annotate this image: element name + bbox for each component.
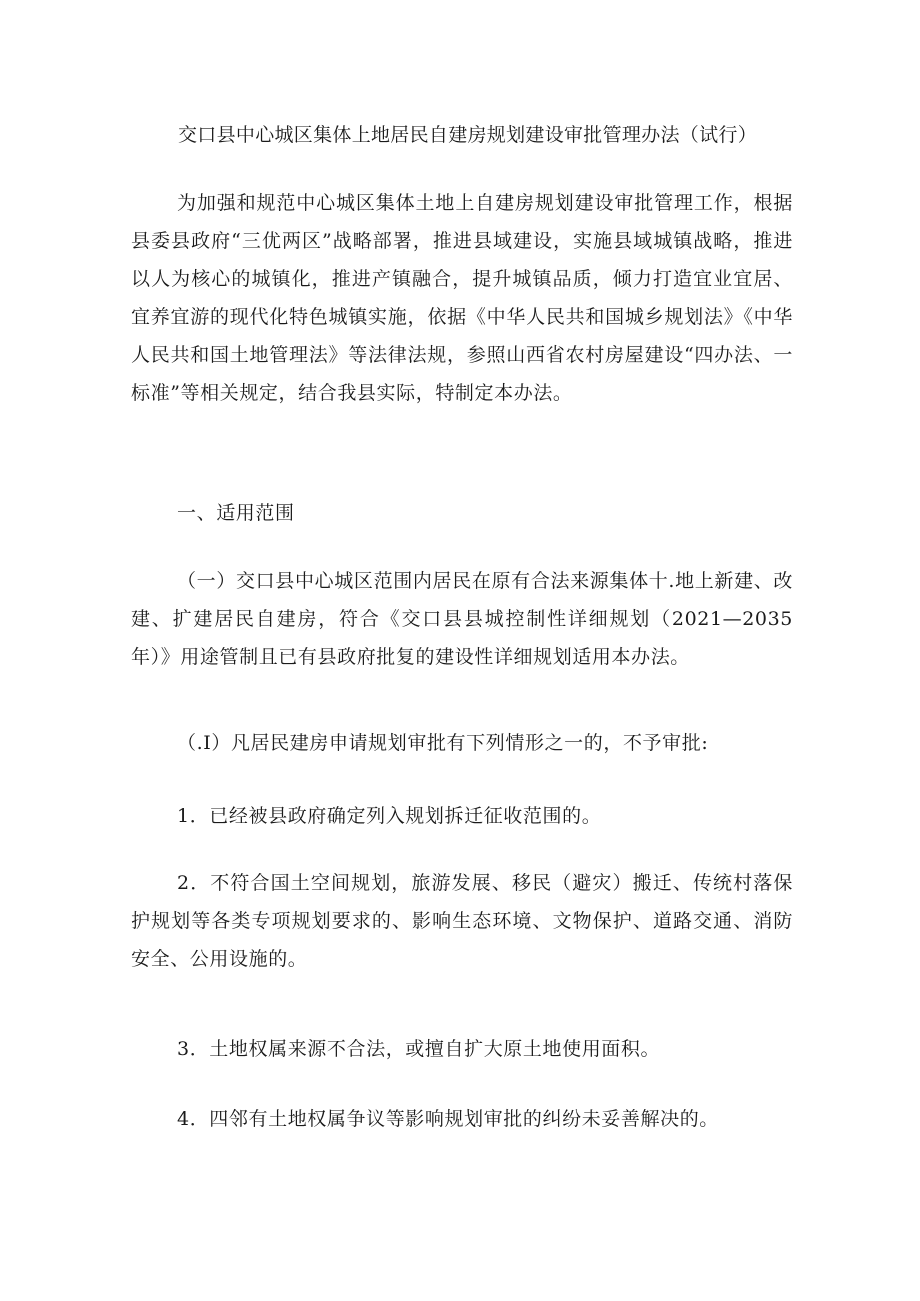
intro-paragraph: 为加强和规范中心城区集体土地上自建房规划建设审批管理工作，根据县委县政府“三优两区”战略部署，推进县域建设，实施县域城镇战略，推进以人为核心的城镇化，推进产镇融合，提升城镇品质，倾力打造宜业宜居、宜养宜游的现代化特色城镇实施，依据《中华人民共和国城乡规划法》《中华人民共和国土地管理法》等法律法规，参照山西省农村房屋建设“四办法、一标准”等相关规定，结合我县实际，特制定本办法。 (131, 192, 793, 404)
scope-item-1: （一）交口县中心城区范围内居民在原有合法来源集体十.地上新建、改建、扩建居民自建房，符合《交口县县城控制性详细规划（2021—2035年）》用途管制且已有县政府批复的建设性详细规划适用本办法。 (131, 570, 793, 668)
clause-4: 4．四邻有土地权属争议等影响规划审批的纠纷未妥善解决的。 (177, 1108, 719, 1130)
clause-3: 3．土地权属来源不合法，或擅自扩大原土地使用面积。 (177, 1038, 661, 1060)
scope-item-2: （.I）凡居民建房申请规划审批有下列情形之一的，不予审批: (177, 732, 709, 754)
clause-1: 1．已经被县政府确定列入规划拆迁征收范围的。 (177, 805, 602, 827)
document-title: 交口县中心城区集体上地居民自建房规划建设审批管理办法（试行） (178, 124, 758, 146)
clause-2: 2．不符合国土空间规划，旅游发展、移民（避灾）搬迁、传统村落保护规划等各类专项规划要求的、影响生态环境、文物保护、道路交通、消防安全、公用设施的。 (131, 872, 793, 970)
section-heading-scope: 一、适用范围 (177, 502, 295, 524)
